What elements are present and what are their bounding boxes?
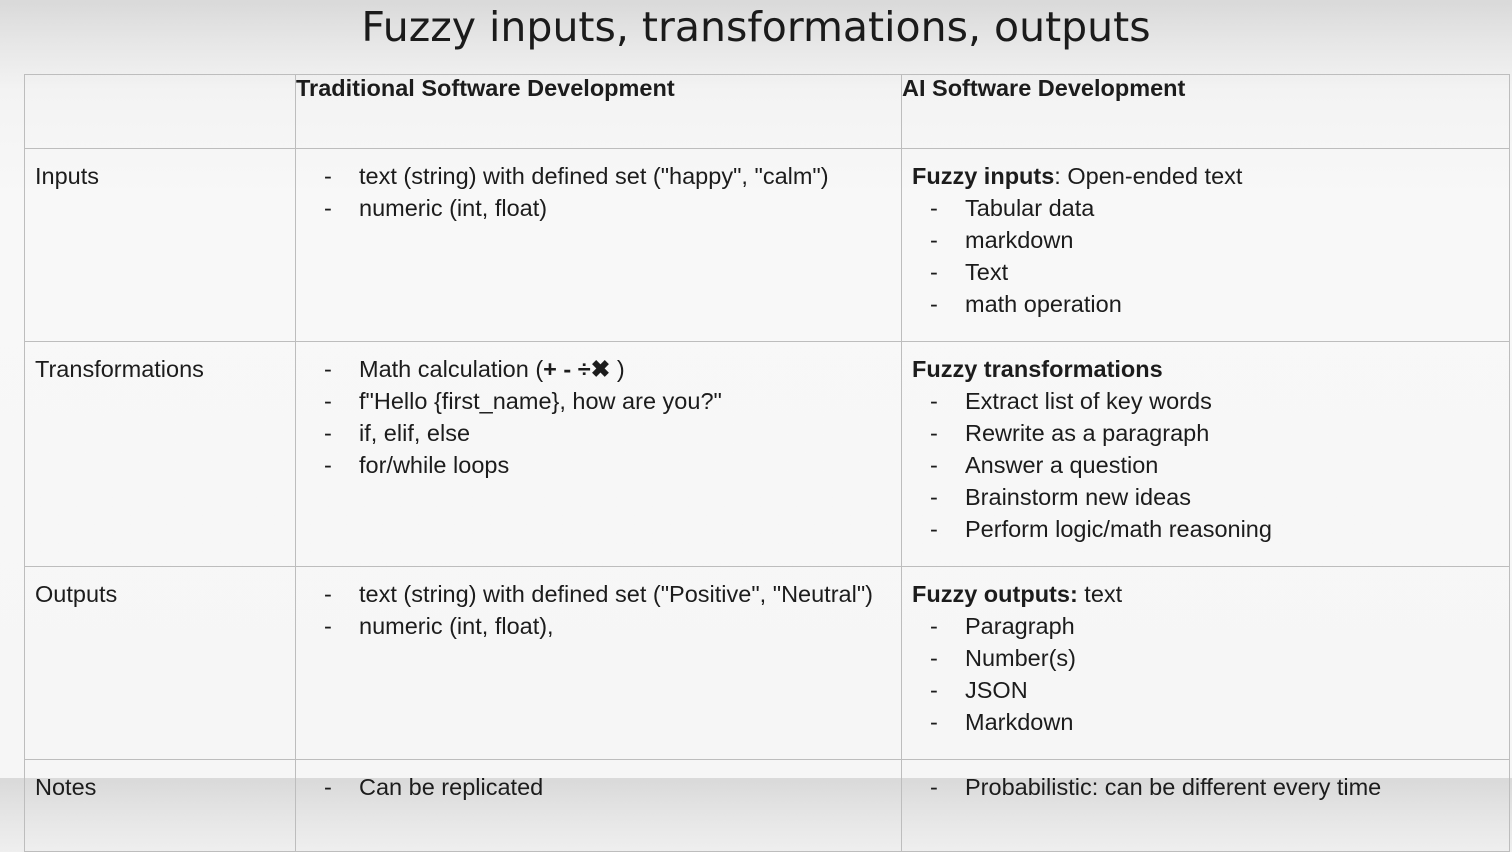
math-symbols: + - ÷✖ (543, 356, 611, 382)
ai-transformations-heading (912, 353, 1499, 385)
list-item: - text (string) with defined set ("Positive", "Neutral") (324, 581, 873, 607)
row-label-notes: Notes (25, 760, 296, 852)
list-item-text: Text (965, 259, 1009, 285)
header-empty-cell (25, 75, 296, 149)
list-item: - numeric (int, float) (324, 195, 548, 221)
list-item-text: Can be replicated (359, 774, 544, 800)
list-item-text: Answer a question (965, 452, 1159, 478)
traditional-transformations-list (296, 342, 901, 481)
list-item-text: Probabilistic: can be different every time (965, 774, 1382, 800)
list-item: - text (string) with defined set ("happy", "calm") (324, 163, 829, 189)
table-row-outputs (25, 567, 1510, 760)
list-item: - math operation (930, 291, 1122, 317)
list-item: - Rewrite as a paragraph (930, 420, 1210, 446)
ai-transformations-cell (902, 342, 1510, 567)
ai-transformations-list (912, 385, 1499, 545)
list-item-text: Perform logic/math reasoning (965, 516, 1272, 542)
list-item-text: numeric (int, float), (359, 613, 554, 639)
list-item: - Brainstorm new ideas (930, 484, 1191, 510)
ai-heading-bold: Fuzzy transformations (912, 356, 1163, 382)
list-item: - Text (930, 259, 1009, 285)
ai-inputs-heading (912, 160, 1499, 192)
ai-heading-bold: Fuzzy inputs (912, 163, 1055, 189)
ai-notes-cell (902, 760, 1510, 852)
ai-outputs-cell (902, 567, 1510, 760)
list-item: - Probabilistic: can be different every time (930, 774, 1382, 800)
list-item-text: Markdown (965, 709, 1074, 735)
list-item: - if, elif, else (324, 420, 471, 446)
row-label-transformations: Transformations (25, 342, 296, 567)
list-item-text: Extract list of key words (965, 388, 1212, 414)
slide-title: Fuzzy inputs, transformations, outputs (361, 3, 1151, 51)
list-item-text: f"Hello {first_name}, how are you?" (359, 388, 722, 414)
table-row-inputs (25, 149, 1510, 342)
list-item: - Extract list of key words (930, 388, 1212, 414)
list-item: - Number(s) (930, 645, 1076, 671)
ai-heading-bold: Fuzzy outputs: (912, 581, 1078, 607)
list-item: - Markdown (930, 709, 1074, 735)
ai-inputs-cell (902, 149, 1510, 342)
list-item-text: Rewrite as a paragraph (965, 420, 1210, 446)
ai-heading-rest: : Open-ended text (1054, 163, 1243, 189)
comparison-table (24, 74, 1510, 852)
list-item: - JSON (930, 677, 1028, 703)
traditional-outputs-cell (296, 567, 902, 760)
row-label-outputs: Outputs (25, 567, 296, 760)
ai-heading-rest: text (1077, 581, 1123, 607)
row-label-inputs: Inputs (25, 149, 296, 342)
list-item-text: math operation (965, 291, 1122, 317)
list-item-text: for/while loops (359, 452, 510, 478)
traditional-transformations-cell (296, 342, 902, 567)
math-suffix: ) (610, 356, 625, 382)
list-item: - numeric (int, float), (324, 613, 554, 639)
traditional-inputs-cell (296, 149, 902, 342)
list-item: - f"Hello {first_name}, how are you?" (324, 388, 722, 414)
header-ai: AI Software Development (902, 75, 1510, 149)
list-item-text: text (string) with defined set ("happy", "calm") (359, 163, 829, 189)
list-item-text: if, elif, else (359, 420, 471, 446)
list-item: - markdown (930, 227, 1074, 253)
list-item-text: Tabular data (965, 195, 1095, 221)
list-item: - Math calculation (+ - ÷✖ ) (324, 356, 625, 382)
list-item: - Perform logic/math reasoning (930, 516, 1272, 542)
header-traditional: Traditional Software Development (296, 75, 902, 149)
table-row-transformations (25, 342, 1510, 567)
list-item-text: text (string) with defined set ("Positive", "Neutral") (359, 581, 873, 607)
list-item: - Can be replicated (324, 774, 544, 800)
list-item: - for/while loops (324, 452, 510, 478)
ai-notes-list (912, 771, 1499, 803)
list-item: - Paragraph (930, 613, 1075, 639)
ai-outputs-list (912, 610, 1499, 738)
traditional-notes-list (296, 760, 901, 803)
list-item-text: Brainstorm new ideas (965, 484, 1191, 510)
ai-outputs-heading (912, 578, 1499, 610)
list-item-text: JSON (965, 677, 1028, 703)
ai-inputs-list (912, 192, 1499, 320)
table-header-row (25, 75, 1510, 149)
list-item-text: markdown (965, 227, 1074, 253)
traditional-inputs-list (296, 149, 901, 224)
list-item-text: Number(s) (965, 645, 1076, 671)
list-item-text: Paragraph (965, 613, 1075, 639)
list-item: - Tabular data (930, 195, 1095, 221)
traditional-notes-cell (296, 760, 902, 852)
math-prefix: Math calculation ( (359, 356, 544, 382)
table-row-notes (25, 760, 1510, 852)
list-item: - Answer a question (930, 452, 1159, 478)
list-item-text: numeric (int, float) (359, 195, 548, 221)
traditional-outputs-list (296, 567, 901, 642)
